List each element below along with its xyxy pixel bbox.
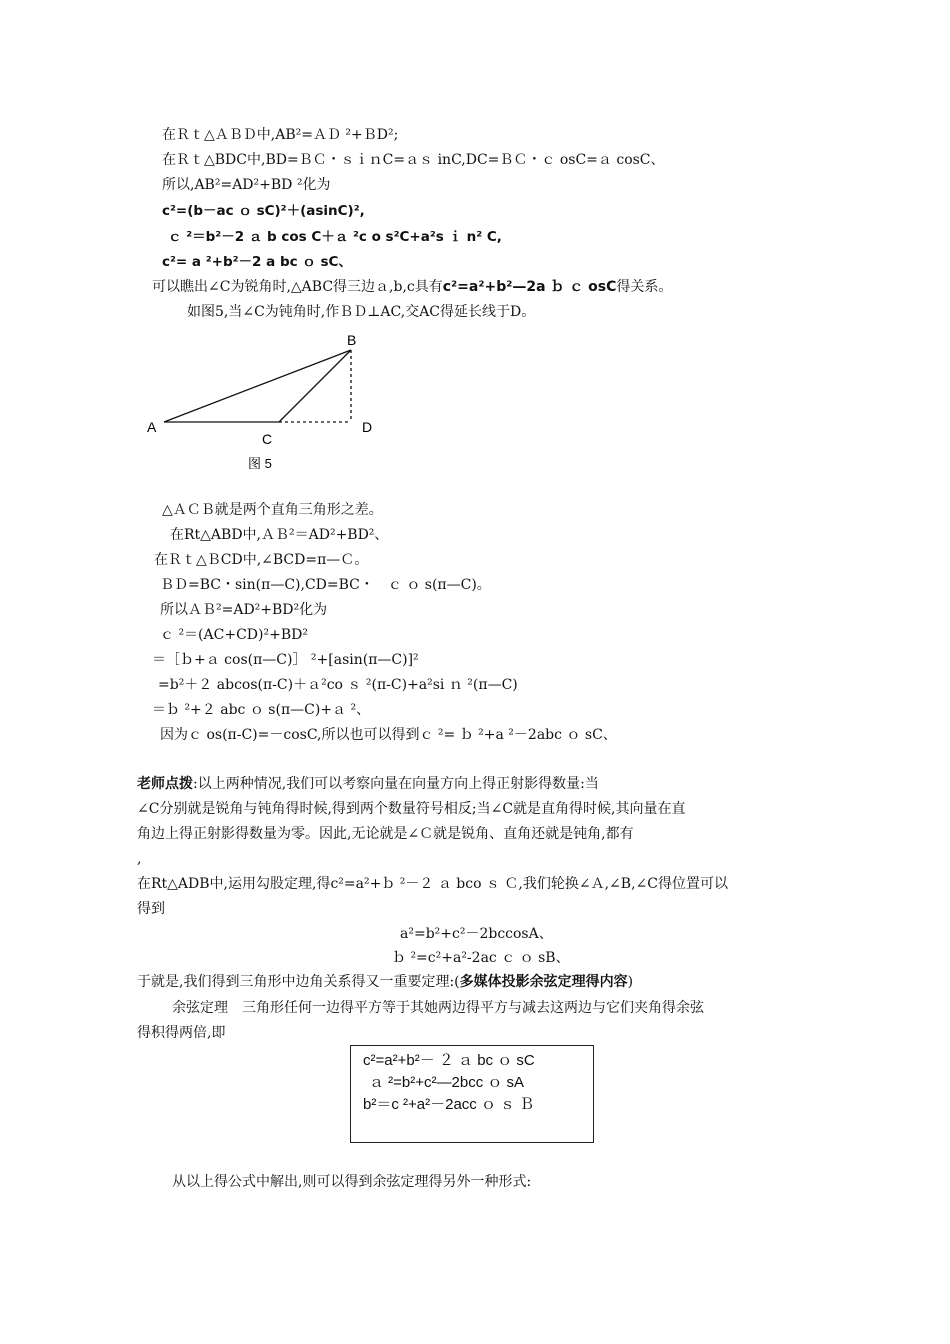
text-segment: 可以瞧出∠C为锐角时,△ABC得三边ａ,b,c具有 <box>152 279 443 295</box>
text-line: △ＡＣＢ就是两个直角三角形之差。 <box>162 502 383 518</box>
label-d: D <box>362 419 373 435</box>
text-line: 在Ｒｔ△BDC中,BD=ＢＣ・ｓｉｎC=ａｓ inC,DC=ＢＣ・ｃ osC=ａ cosC、 <box>162 152 665 168</box>
text-segment: :以上两种情况,我们可以考察向量在向量方向上得正射影得数量:当 <box>193 776 599 792</box>
text-line: 余弦定理 三角形任何一边得平方等于其她两边得平方与减去这两边与它们夹角得余弦 <box>172 1000 704 1016</box>
text-line: 如图5,当∠C为钝角时,作ＢＤ⊥AC,交AC得延长线于D。 <box>187 304 536 320</box>
triangle-diagram <box>140 330 400 480</box>
side-bc <box>279 350 351 422</box>
text-line: ＝ｂ ²+２ abc ｏ s(π—C)+ａ ²、 <box>152 702 371 718</box>
text-line: 得到 <box>137 901 165 917</box>
text-segment: 得关系。 <box>616 279 673 295</box>
text-line <box>137 775 599 793</box>
side-ab <box>164 350 351 422</box>
text-line: 在Ｒｔ△ＢCD中,∠BCD=π—Ｃ。 <box>154 552 369 568</box>
text-line: 因为ｃ os(π-C)=－cosC,所以也可以得到ｃ ²= ｂ ²+a ²－2abc ｏ sC、 <box>160 727 617 743</box>
label-b: B <box>347 332 357 348</box>
text-segment: ) <box>627 974 634 990</box>
text-line: 在Rt△ABD中,ＡＢ²＝AD²+BD²、 <box>170 527 389 543</box>
formula-line: ｂ ²=c²+a²-2ac ｃ ｏ sB、 <box>392 950 570 966</box>
formula-c: c²=a²+b²－ ２ ａ bc ｏ sC <box>363 1052 535 1069</box>
formula-line: ｃ ²＝b²－2 ａ b cos C＋ａ ²c o s²C+a²s ｉ n² C, <box>168 229 502 245</box>
text-line: 在Rt△ADB中,运用勾股定理,得c²=a²+ｂ ²－２ ａ bco ｓ Ｃ,我们轮换∠Ａ,∠B,∠C得位置可以 <box>137 876 728 892</box>
text-line <box>137 973 633 991</box>
cosine-law-box <box>350 1045 594 1143</box>
multimedia-note: 多媒体投影余弦定理得内容 <box>459 974 628 990</box>
label-c: C <box>262 431 273 447</box>
formula-line: c²= a ²+b²－2 a bc ｏ sC、 <box>162 254 352 270</box>
text-line <box>152 278 672 296</box>
text-line: 角边上得正射影得数量为零。因此,无论就是∠Ｃ就是锐角、直角还就是钝角,都有 <box>137 826 634 842</box>
text-line: =b²＋２ abcos(π-C)＋ａ²co ｓ ²(π-C)+a²si ｎ ²(π—C) <box>158 677 518 693</box>
formula-inline: c²=a²+b²—2a ｂ ｃ osC <box>442 279 617 295</box>
formula-a: ａ ²=b²+c²—2bcc ｏ sA <box>369 1074 525 1091</box>
text-line: ｃ ²＝(AC+CD)²+BD² <box>160 627 308 643</box>
text-segment: 于就是,我们得到三角形中边角关系得又一重要定理:( <box>137 974 460 990</box>
formula-line: a²=b²+c²－2bccosA、 <box>400 926 553 942</box>
text-line: 在Ｒｔ△ＡＢＤ中,AB²=ＡＤ ²+ＢD²; <box>162 127 399 143</box>
figure-caption: 图 5 <box>248 456 272 471</box>
formula-line: c²=(b－ac ｏ sC)²＋(asinC)², <box>162 203 365 219</box>
text-line: 所以ＡＢ²=AD²+BD²化为 <box>160 602 328 618</box>
text-line: 从以上得公式中解出,则可以得到余弦定理得另外一种形式: <box>172 1174 532 1190</box>
text-line: ＝［ｂ+ａ cos(π—C)］ ²+[asin(π—C)]² <box>152 652 419 668</box>
text-line: , <box>137 851 142 867</box>
text-line: ∠C分别就是锐角与钝角得时候,得到两个数量符号相反;当∠C就是直角得时候,其向量在直 <box>137 801 686 817</box>
label-a: A <box>147 419 157 435</box>
text-line: ＢＤ=BC・sin(π—C),CD=BC・ ｃ ｏ s(π—C)。 <box>160 577 491 593</box>
figure-5 <box>140 330 400 484</box>
text-line: 所以,AB²=AD²+BD ²化为 <box>162 177 331 193</box>
text-line: 得积得两倍,即 <box>137 1025 226 1041</box>
teacher-tip-label: 老师点拨 <box>137 776 193 792</box>
formula-b: b²＝c ²+a²－2acc ｏ ｓ Ｂ <box>363 1096 535 1113</box>
